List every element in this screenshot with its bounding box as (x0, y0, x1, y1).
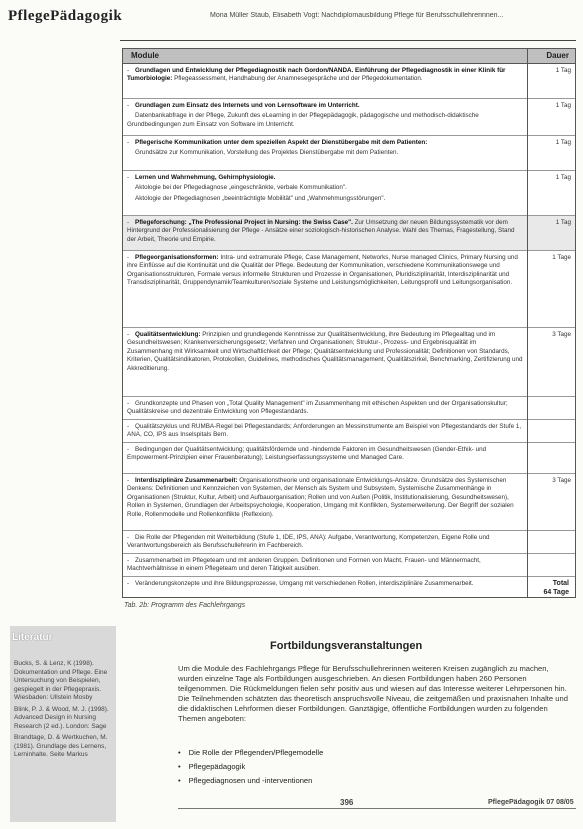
col-duration: Dauer (546, 51, 569, 60)
col-modules: Module (131, 51, 159, 60)
row-title: Qualitätsentwicklung: (135, 331, 201, 338)
body-paragraph: Um die Module des Fachlehrgangs Pflege für Berufsschullehrerinnen weiteren Kreisen zugänglich zu machen, wurden einzelne Tage als Fortbildungen ausgeschrieben. An diesen Fortbildungen haben 260 Personen teilgenommen. Die Rückmeldungen fielen sehr positiv aus und wiesen auf das Interesse weiterer Lehrpersonen hin. Die Teilnehmenden schätzten das theoretisch anspruchsvolle Niveau, die zeitgemäßen und praxisnahen Inhalte und die didaktischen Lehrformen dieser Fortbildungen. Ganztägige, öffentliche Fortbildungen wurden zu folgenden Themen angeboten: (178, 664, 568, 723)
row-text: Prinzipien und grundlegende Kenntnisse zur Qualitätsentwicklung, ihre Bedeutung im Pflegealltag und im Gesundheitswesen; Krankenversicherungsgesetz; Verfahren und Organisationen; Struktur-, Prozess- und Ergebnisqualität im Zusammenhang mit Wirksamkeit und Wirtschaftlichkeit der Pflege; Qualitätsentwicklung und Professionalität; Definitionen von Standards, Kriterien, Qualitätsindikatoren, Protokollen, Guidelines, methodisches Qualitätsmanagement, Qualitätszirkel, Benchmarking, Zertifizierung und Akkreditierung. (127, 331, 523, 372)
reference-list (14, 660, 112, 763)
list-item: • Pflegepädagogik (178, 760, 572, 774)
table-row: - Pflegeorganisationsformen: Intra- und extramurale Pflege, Case Management, Networks, Nurse managed Clinics, Primary Nursing und ihre Einflüsse auf die Kontinuität und die Qualität der Pflege. Bedeutung der Kommunikation, verschiedene Kommunikationswege und Organisationsstrukturen, Formale versus informelle Strukturen und Prozesse in Organisationen, Pluridisziplinarität, Interdisziplinarität und Transdisziplinarität, Gruppendynamik/Teamkulturen/soziale Systeme und Leistungsmöglichkeiten, Leitungsprofil und Leitungsorganisation. 1 Tage (123, 251, 575, 328)
row-text: Grundkonzepte und Phasen von „Total Quality Management" im Zusammenhang mit ethischen Aspekten und der Organisationskultur; Qualitätskreise und dezentrale Entwicklung von Pflegestandards. (127, 400, 508, 416)
row-title: Lernen und Wahrnehmung, Gehirnphysiologie. (135, 174, 276, 181)
table-row: - Pflegeforschung: „The Professional Project in Nursing: the Swiss Case". Zur Umsetzung der neuen Bildungssystematik vor dem Hintergrund der Professionalisierung der Pflege - Ansätze einer soziologisch-historischen Analyse. Wahl des Themas, Fragestellung, Stand der Arbeit, Theorie und Empirie. 1 Tag (123, 216, 575, 251)
table-row: - Qualitätszyklus und RUMBA-Regel bei Pflegestandards; Anforderungen an Messinstrumente am Beispiel von Pflegestandards der Stufe 1, ANA, CO, IPS aus Inselspitals Bern. (123, 420, 575, 443)
sidebar-title: Literatur (12, 632, 53, 643)
row-duration: 1 Tag (555, 139, 571, 146)
row-title: Interdisziplinäre Zusammenarbeit: (135, 477, 238, 484)
table-caption: Tab. 2b: Programm des Fachlehrgangs (124, 602, 246, 609)
total-duration (543, 579, 569, 597)
row-text: Grundsätze zur Kommunikation, Vorstellung des Projektes Dienstübergabe mit dem Patienten. (135, 149, 399, 157)
row-title: Grundlagen zum Einsatz des Internets und von Lernsoftware im Unterricht. (135, 102, 360, 109)
row-title: Pflegeorganisationsformen: (135, 254, 219, 261)
row-duration: 1 Tag (555, 174, 571, 181)
row-title: Pflegeforschung: „The Professional Project in Nursing: the Swiss Case". (135, 219, 353, 226)
table-row: - Qualitätsentwicklung: Prinzipien und grundlegende Kenntnisse zur Qualitätsentwicklung, ihre Bedeutung im Pflegealltag und im Gesundheitswesen; Krankenversicherungsgesetz; Verfahren und Organisationen; Struktur-, Prozess- und Ergebnisqualität im Zusammenhang mit Wirksamkeit und Wirtschaftlichkeit der Pflege; Qualitätsentwicklung und Professionalität; Definitionen von Standards, Kriterien, Qualitätsindikatoren, Protokollen, Guidelines, methodisches Qualitätsmanagement, Qualitätszirkel, Benchmarking, Zertifizierung und Akkreditierung. 3 Tage (123, 328, 575, 397)
row-duration: 1 Tage (552, 254, 571, 261)
column-divider (527, 49, 528, 597)
table-row: - Veränderungskonzepte und ihre Bildungsprozesse, Umgang mit verschiedenen Rollen, interdisziplinäre Zusammenarbeit. (127, 580, 474, 587)
row-text: Aktologie bei der Pflegediagnose „eingeschränkte, verbale Kommunikation". (135, 184, 347, 192)
row-text: Pflegeassessment, Handhabung der Anamnesegespräche und der Pflegedokumentation. (174, 75, 423, 83)
row-text: Die Rolle der Pflegenden mit Weiterbildung (Stufe 1, IDE, IPS, ANÄ): Aufgabe, Verantwortung, Kompetenzen, Eigene Rolle und Verantwortungsbereich als Berufsschullehrerin im Fachbereich. (127, 534, 490, 550)
row-title: Pflegerische Kommunikation unter dem speziellen Aspekt der Dienstübergabe mit dem Patienten: (135, 139, 428, 146)
table-row: - Zusammenarbeit im Pflegeteam und mit anderen Gruppen. Definitionen und Formen von Macht, Frauen- und Männermacht, Machtverhältnisse in einem Pflegeteam und deren Tätigkeit ausüben. (123, 554, 575, 577)
table-header (123, 49, 575, 64)
journal-logo: PflegePädagogik (8, 8, 123, 24)
row-text: Bedingungen der Qualitätsentwicklung; qualitätsfördernde und -hindernde Faktoren im Gesundheitswesen (Gender-Ethik- und Empowerment-Prinzipien einer Frauenberatung); Leistungserfassungssysteme und Managed Care. (127, 446, 487, 462)
table-row: - Pflegerische Kommunikation unter dem speziellen Aspekt der Dienstübergabe mit dem Patienten: Grundsätze zur Kommunikation, Vorstellung des Projektes Dienstübergabe mit dem Patienten. 1 Tag (123, 136, 575, 171)
row-duration: 1 Tag (555, 67, 571, 74)
row-duration: 1 Tag (555, 219, 571, 226)
list-item: • Pflegediagnosen und -interventionen (178, 774, 572, 788)
topic-list (178, 746, 572, 788)
row-title: Grundlagen und Entwicklung der Pflegediagnostik nach Gordon/NANDA. Einführung der Pflegediagnostik in einer Klinik für Tumorbiologie: (127, 67, 506, 83)
row-text: Intra- und extramurale Pflege, Case Management, Networks, Nurse managed Clinics, Primary Nursing und ihre Einflüsse auf die Kontinuität und die Qualität der Pflege. Bedeutung der Kommunikation, verschiedene Kommunikationswege und Organisationsstrukturen, Formale versus informelle Strukturen und Prozesse in Organisationen, Pluridisziplinarität, Interdisziplinarität und Transdisziplinarität, Gruppendynamik/Teamkulturen/soziale Systeme und Leistungsmöglichkeiten, Leitungsprofil und Leitungsorganisation. (127, 254, 518, 287)
row-text: Veränderungskonzepte und ihre Bildungsprozesse, Umgang mit verschiedenen Rollen, interdisziplinäre Zusammenarbeit. (135, 580, 474, 587)
row-text: Zur Umsetzung der neuen Bildungssystematik vor dem Hintergrund der Professionalisierung der Pflege - Ansätze einer soziologisch-historischen Analyse. Wahl des Themas, Fragestellung, Stand der Arbeit, Theorie und Empirie. (127, 219, 515, 243)
footer-rule (178, 808, 576, 809)
row-duration: 3 Tage (552, 331, 571, 338)
row-text: Datenbankabfrage in der Pflege, Zukunft des eLearning in der Pflegepädagogik, pädagogische und methodisch-didaktische Grundbedingungen zum Einsatz von Software im Unterricht. (127, 112, 479, 128)
row-text: Qualitätszyklus und RUMBA-Regel bei Pflegestandards; Anforderungen an Messinstrumente am Beispiel von Pflegestandards der Stufe 1, ANA, CO, IPS aus Inselspitals Bern. (127, 423, 522, 439)
table-row: - Grundkonzepte und Phasen von „Total Quality Management" im Zusammenhang mit ethischen Aspekten und der Organisationskultur; Qualitätskreise und dezentrale Entwicklung von Pflegestandards. (123, 397, 575, 420)
table-row: - Lernen und Wahrnehmung, Gehirnphysiologie. Aktologie bei der Pflegediagnose „eingeschränkte, verbale Kommunikation". Aktologie der Pflegediagnosen „beeinträchtigte Mobilität" und „Wahrnehmungsstörungen". 1 Tag (123, 171, 575, 216)
section-heading: Fortbildungsveranstaltungen (270, 640, 423, 652)
reference-item: Brandtage, D. & Wertkuchen, M. (1981). Grundlage des Lernens, Lerninhalte. Seite Markus (14, 734, 108, 758)
table-row: - Grundlagen zum Einsatz des Internets und von Lernsoftware im Unterricht. Datenbankabfrage in der Pflege, Zukunft des eLearning in der Pflegepädagogik, pädagogische und methodisch-didaktische Grundbedingungen zum Einsatz von Software im Unterricht. 1 Tag (123, 99, 575, 136)
header-rule (120, 40, 576, 41)
running-head: Mona Müller Staub, Elisabeth Vogt: Nachdiplomausbildung Pflege für Berufsschullehrerinnen... (210, 12, 504, 19)
table-row: - Grundlagen und Entwicklung der Pflegediagnostik nach Gordon/NANDA. Einführung der Pflegediagnostik in einer Klinik für Tumorbiologie: Pflegeassessment, Handhabung der Anamnesegespräche und der Pflegedokumentation. 1 Tag (123, 64, 575, 99)
program-table (122, 48, 576, 598)
page-number: 396 (340, 798, 354, 807)
row-duration: 1 Tag (555, 102, 571, 109)
reference-item: Bucks, S. & Lenz, K (1998). Dokumentation und Pflege. Eine Untersuchung von Beispielen, gespiegelt in der Pflegepraxis. Wiesbaden: Ullstein Mosby (14, 660, 108, 701)
row-text: Zusammenarbeit im Pflegeteam und mit anderen Gruppen. Definitionen und Formen von Macht, Frauen- und Männermacht, Machtverhältnisse in einem Pflegeteam und deren Tätigkeit ausüben. (127, 557, 481, 573)
list-item: • Die Rolle der Pflegenden/Pflegemodelle (178, 746, 572, 760)
table-row: - Bedingungen der Qualitätsentwicklung; qualitätsfördernde und -hindernde Faktoren im Gesundheitswesen (Gender-Ethik- und Empowerment-Prinzipien einer Frauenberatung); Leistungserfassungssysteme und Managed Care. (123, 443, 575, 474)
row-duration: 3 Tage (552, 477, 571, 484)
table-row: - Interdisziplinäre Zusammenarbeit: Organisationstheorie und organisationale Entwicklungs-Ansätze. Grundsätze des Systemischen Denkens: Definitionen und Kennzeichen von Systemen, der Mensch als System und Subsystem, Systemische Zusammenhänge in Organisationen (Struktur, Kultur, Arbeit) und Aufbauorganisation; Rollen und von Außen (Politik, Institutionalisierung, Gesundheitswesen), Rollen in Systemen, Grundlagen der Arbeitspsychologie, Kooperation, Umgang mit Konflikten, Systemerweiterung. Der Begriff der sozialen Rolle, Rollenmodelle und Rollenkonflikte (Reflexion). 3 Tage (123, 474, 575, 531)
table-row: - Die Rolle der Pflegenden mit Weiterbildung (Stufe 1, IDE, IPS, ANÄ): Aufgabe, Verantwortung, Kompetenzen, Eigene Rolle und Verantwortungsbereich als Berufsschullehrerin im Fachbereich. (123, 531, 575, 554)
journal-footer: PflegePädagogik 07 08/05 (488, 799, 574, 806)
row-text: Aktologie der Pflegediagnosen „beeinträchtigte Mobilität" und „Wahrnehmungsstörungen". (135, 194, 386, 202)
row-text: Organisationstheorie und organisationale Entwicklungs-Ansätze. Grundsätze des Systemischen Denkens: Definitionen und Kennzeichen von Systemen, der Mensch als System und Subsystem, Systemische Zusammenhänge in Organisationen (Struktur, Kultur, Arbeit) und Aufbauorganisation; Rollen und von Außen (Politik, Institutionalisierung, Gesundheitswesen), Rollen in Systemen, Grundlagen der Arbeitspsychologie, Kooperation, Umgang mit Konflikten, Systemerweiterung. Der Begriff der sozialen Rolle, Rollenmodelle und Rollenkonflikte (Reflexion). (127, 477, 514, 518)
total-label: Total (552, 580, 569, 587)
reference-item: Blink, P. J. & Wood, M. J. (1998). Advanced Design in Nursing Research (2 ed.). London: Sage (14, 705, 109, 730)
total-value: 64 Tage (543, 589, 569, 596)
